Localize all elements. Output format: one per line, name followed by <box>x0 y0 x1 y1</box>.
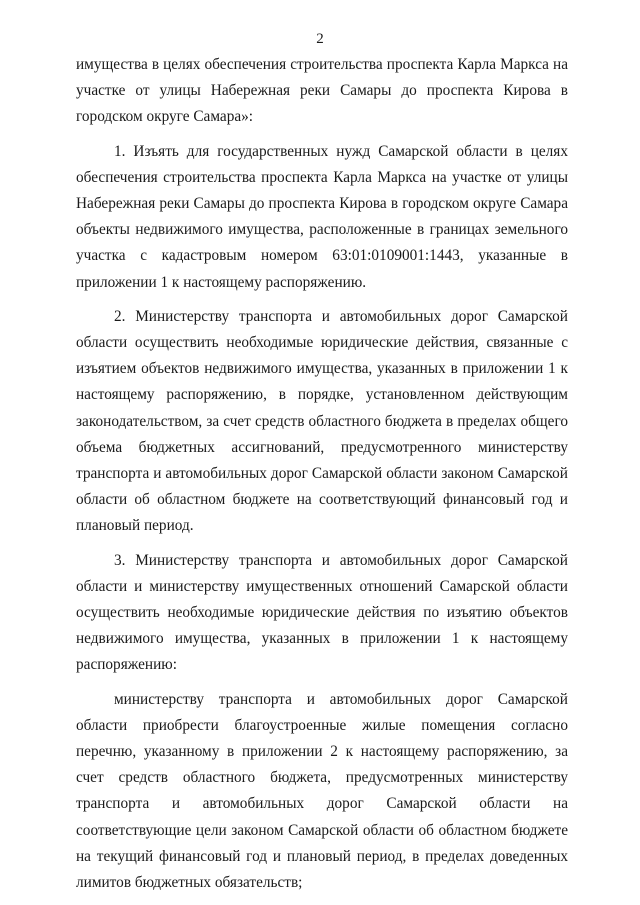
paragraph-item-3: 3. Министерству транспорта и автомобильных дорог Самарской области и министерству имущественных отношений Самарской области осуществить необходимые юридические действия по изъятию объектов недвижимого имущества, указанных в приложении 1 к настоящему распоряжению: <box>76 551 568 674</box>
paragraph-item-1: 1. Изъять для государственных нужд Самарской области в целях обеспечения строительства проспекта Карла Маркса на участке от улицы Набережная реки Самары до проспекта Кирова в городском округе Самара объекты недвижимого имущества, расположенные в границах земельного участка с кадастровым номером 63:01:0109001:1443, указанные в приложении 1 к настоящему распоряжению. <box>76 142 568 291</box>
paragraph-intro-continuation: имущества в целях обеспечения строительства проспекта Карла Маркса на участке от улицы Набережная реки Самары до проспекта Кирова в городском округе Самара»: <box>76 56 568 126</box>
document-body <box>76 52 568 896</box>
paragraph-item-3-subitem: министерству транспорта и автомобильных дорог Самарской области приобрести благоустроенные жилые помещения согласно перечню, указанному в приложении 2 к настоящему распоряжению, за счет средств областного бюджета, предусмотренных министерству транспорта и автомобильных дорог Самарской области на соответствующие цели законом Самарской области об областном бюджете на текущий финансовый год и плановый период, в пределах доведенных лимитов бюджетных обязательств; <box>76 690 568 892</box>
paragraph-item-2: 2. Министерству транспорта и автомобильных дорог Самарской области осуществить необходимые юридические действия, связанные с изъятием объектов недвижимого имущества, указанных в приложении 1 к настоящему распоряжению, в порядке, установленном действующим законодательством, за счет средств областного бюджета в пределах общего объема бюджетных ассигнований, предусмотренного министерству транспорта и автомобильных дорог Самарской области законом Самарской области об областном бюджете на соответствующий финансовый год и плановый период. <box>76 307 568 535</box>
page-number: 2 <box>316 31 324 47</box>
